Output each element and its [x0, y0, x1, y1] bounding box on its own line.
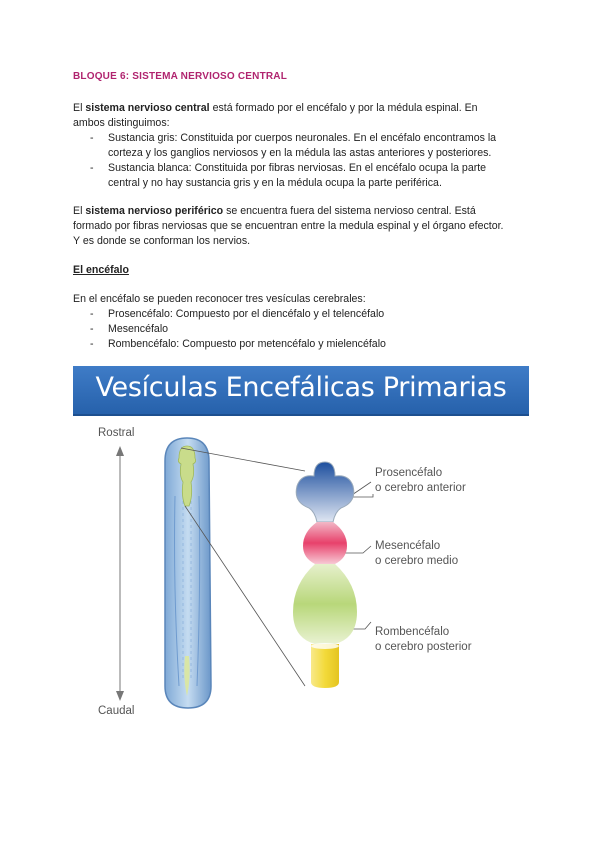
axis-arrow — [116, 446, 124, 701]
list-item-line: corteza y los ganglios nerviosos y en la médula las astas anteriores y posteriores. — [108, 147, 492, 159]
snp-line-1-post: se encuentra fuera del sistema nervioso central. Está — [223, 205, 476, 217]
label-line: o cerebro medio — [375, 555, 459, 567]
label-line: Prosencéfalo — [375, 467, 443, 479]
snp-line-1 — [73, 204, 533, 219]
encefalo-intro: En el encéfalo se pueden reconocer tres vesículas cerebrales: — [73, 293, 366, 305]
list-item — [90, 161, 530, 191]
mesencefalo-vesicle — [303, 522, 347, 564]
label-line: Mesencéfalo — [375, 540, 441, 552]
prosencefalo-label — [375, 466, 466, 496]
list-item-line: - Sustancia blanca: Constituida por fibras nerviosas. En el encéfalo ocupa la parte — [108, 162, 487, 174]
snc-line-1-post: está formado por el encéfalo y por la médula espinal. En — [209, 102, 478, 114]
snp-term: sistema nervioso periférico — [85, 205, 224, 217]
label-line: Rombencéfalo — [375, 626, 450, 638]
snc-line-1 — [73, 101, 533, 116]
snc-line-2: ambos distinguimos: — [73, 117, 170, 129]
caudal-label: Caudal — [98, 705, 135, 717]
snc-line-1-pre: El — [73, 102, 86, 114]
list-item-line: - Sustancia gris: Constituida por cuerpos neuronales. En el encéfalo encontramos la — [108, 132, 497, 144]
encefalo-list — [90, 307, 530, 352]
list-item: - Prosencéfalo: Compuesto por el diencéfalo y el telencéfalo — [90, 307, 530, 322]
embryo-tube — [165, 438, 211, 708]
snc-paragraph — [73, 101, 533, 131]
section-heading: BLOQUE 6: SISTEMA NERVIOSO CENTRAL — [73, 71, 288, 82]
list-item-line: central y no hay sustancia gris y en la médula ocupa la parte periférica. — [108, 177, 442, 189]
label-line: o cerebro anterior — [375, 482, 466, 494]
vesicles-figure — [73, 366, 529, 722]
list-item — [90, 131, 530, 161]
rombencefalo-label — [375, 625, 472, 655]
figure-title: Vesículas Encefálicas Primarias — [95, 372, 507, 403]
rostral-label: Rostral — [98, 427, 135, 439]
snp-line-2: formado por fibras nerviosas que se encuentran entre la medula espinal y el órgano efector. — [73, 220, 504, 232]
mesencefalo-label — [375, 539, 458, 569]
snc-term: sistema nervioso central — [85, 102, 210, 114]
label-line: o cerebro posterior — [375, 641, 472, 653]
medula-segment — [311, 643, 339, 688]
figure-banner — [73, 366, 529, 416]
snp-line-3: Y es donde se conforman los nervios. — [73, 235, 251, 247]
list-item: - Mesencéfalo — [90, 322, 530, 337]
rombencefalo-vesicle — [293, 564, 357, 644]
snp-paragraph — [73, 204, 533, 249]
encefalo-title: El encéfalo — [73, 264, 129, 276]
snc-list — [90, 131, 530, 191]
vesicles-illustration — [73, 416, 529, 722]
list-item: - Rombencéfalo: Compuesto por metencéfalo y mielencéfalo — [90, 337, 530, 352]
snp-line-1-pre: El — [73, 205, 86, 217]
